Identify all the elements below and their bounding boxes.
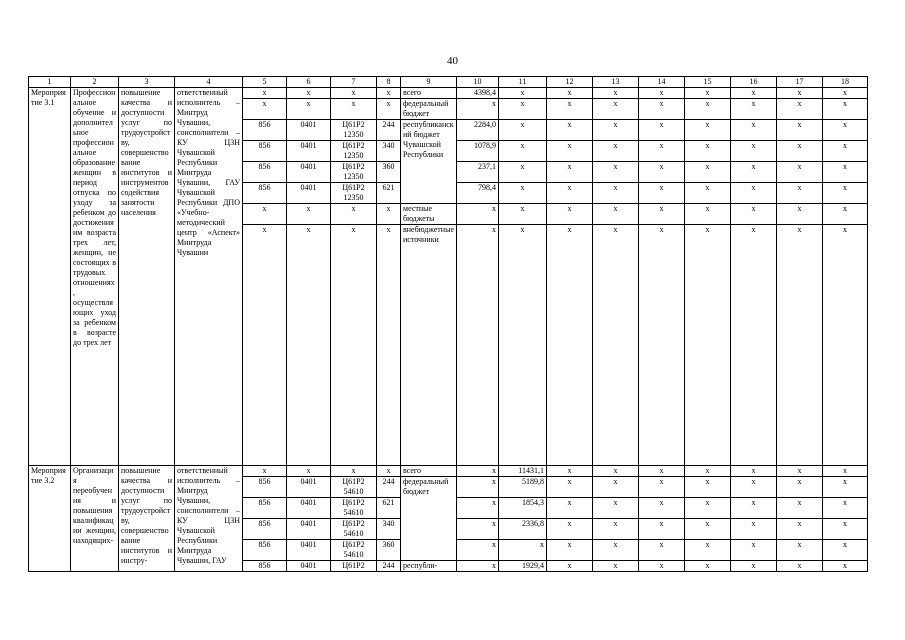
table-cell: x — [777, 466, 823, 477]
table-cell: x — [457, 225, 499, 466]
table-cell: республи- — [401, 561, 457, 572]
table-cell: x — [547, 120, 593, 141]
table-cell: x — [547, 561, 593, 572]
table-cell: x — [243, 225, 287, 466]
table-cell: x — [593, 99, 639, 120]
table-cell: x — [731, 88, 777, 99]
table-cell: 0401 — [287, 120, 331, 141]
table-cell: x — [777, 88, 823, 99]
table-cell: x — [331, 204, 377, 225]
table-cell: x — [499, 162, 547, 183]
table-cell: x — [547, 498, 593, 519]
table-cell: x — [377, 99, 401, 120]
table-cell: 0401 — [287, 561, 331, 572]
table-cell: 2336,8 — [499, 519, 547, 540]
table-cell: x — [639, 498, 685, 519]
table-cell: x — [685, 204, 731, 225]
table-cell: 4398,4 — [457, 88, 499, 99]
table-cell: x — [499, 120, 547, 141]
table-cell: x — [823, 498, 868, 519]
table-cell: x — [777, 183, 823, 204]
table-cell: 244 — [377, 561, 401, 572]
table-cell: x — [499, 141, 547, 162]
table-cell: x — [731, 477, 777, 498]
table-cell: 0401 — [287, 540, 331, 561]
table-cell: x — [377, 88, 401, 99]
table-cell: x — [685, 120, 731, 141]
table-cell: x — [731, 225, 777, 466]
table-cell: ответственный исполнитель – Минтруд Чувашии, соисполнители – КУ ЦЗН Чувашской Республики Минтруда Чувашии, ГАУ — [175, 466, 243, 572]
table-cell: x — [777, 204, 823, 225]
table-cell: x — [547, 519, 593, 540]
table-cell: x — [685, 466, 731, 477]
table-cell: x — [639, 477, 685, 498]
table-cell: x — [685, 162, 731, 183]
table-cell: x — [593, 498, 639, 519]
column-header: 2 — [71, 77, 119, 88]
table-cell: x — [499, 225, 547, 466]
table-cell: x — [499, 99, 547, 120]
table-cell: x — [377, 466, 401, 477]
table-cell: x — [823, 88, 868, 99]
column-header: 11 — [499, 77, 547, 88]
table-cell: 856 — [243, 141, 287, 162]
table-cell: x — [457, 519, 499, 540]
table-cell: всего — [401, 466, 457, 477]
table-cell: x — [731, 540, 777, 561]
table-cell: x — [457, 204, 499, 225]
table-cell: ответственный исполнитель – Минтруд Чувашии, соисполнители – КУ ЦЗН Чувашской Республики Минтруда Чувашии, ГАУ Чувашской Республики ДПО «Учебно-методический центр «Аспект» Минтруда Чувашии — [175, 88, 243, 466]
column-header: 17 — [777, 77, 823, 88]
table-cell: x — [593, 477, 639, 498]
column-header: 4 — [175, 77, 243, 88]
table-cell: x — [731, 498, 777, 519]
table-cell: x — [377, 225, 401, 466]
table-cell: Ц61Р2 12350 — [331, 183, 377, 204]
table-cell: x — [777, 162, 823, 183]
column-header: 8 — [377, 77, 401, 88]
table-cell: x — [287, 466, 331, 477]
budget-table — [28, 76, 868, 572]
table-cell: x — [639, 162, 685, 183]
table-cell: 0401 — [287, 183, 331, 204]
table-cell: x — [547, 225, 593, 466]
table-cell: x — [243, 466, 287, 477]
table-cell: внебюджетные источники — [401, 225, 457, 466]
table-cell: x — [287, 204, 331, 225]
table-cell: x — [731, 204, 777, 225]
table-cell: x — [547, 88, 593, 99]
table-cell: местные бюджеты — [401, 204, 457, 225]
header-row — [29, 77, 868, 88]
table-cell: x — [377, 204, 401, 225]
table-cell: x — [639, 466, 685, 477]
table-cell: 0401 — [287, 141, 331, 162]
table-cell: x — [287, 88, 331, 99]
table-cell: x — [823, 120, 868, 141]
table-cell: 621 — [377, 183, 401, 204]
table-cell: x — [457, 561, 499, 572]
table-cell: 1078,9 — [457, 141, 499, 162]
table-cell: x — [243, 88, 287, 99]
table-cell: x — [547, 183, 593, 204]
table-cell: x — [823, 519, 868, 540]
table-cell: x — [547, 162, 593, 183]
table-cell: x — [639, 561, 685, 572]
table-cell: x — [331, 466, 377, 477]
table-row — [29, 466, 868, 477]
column-header: 15 — [685, 77, 731, 88]
table-cell: x — [547, 477, 593, 498]
table-cell: x — [731, 99, 777, 120]
table-cell: x — [639, 204, 685, 225]
table-cell: x — [243, 204, 287, 225]
table-cell: x — [593, 540, 639, 561]
table-cell: x — [547, 204, 593, 225]
table-cell: Ц61Р2 54610 — [331, 519, 377, 540]
table-cell: x — [777, 477, 823, 498]
table-cell: 798,4 — [457, 183, 499, 204]
table-cell: x — [685, 561, 731, 572]
table-cell: 1929,4 — [499, 561, 547, 572]
table-row — [29, 88, 868, 99]
table-cell: федеральный бюджет — [401, 477, 457, 561]
table-cell: x — [823, 183, 868, 204]
table-cell: x — [287, 225, 331, 466]
table-cell: 856 — [243, 519, 287, 540]
table-cell: x — [823, 540, 868, 561]
column-header: 9 — [401, 77, 457, 88]
table-cell: Ц61Р2 54610 — [331, 477, 377, 498]
column-header: 14 — [639, 77, 685, 88]
table-cell: x — [331, 99, 377, 120]
table-cell: x — [593, 88, 639, 99]
column-header: 13 — [593, 77, 639, 88]
table-cell: x — [243, 99, 287, 120]
table-cell: Организация переобучения и повышения квалификации женщин, находящих- — [71, 466, 119, 572]
table-cell: x — [639, 99, 685, 120]
column-header: 3 — [119, 77, 175, 88]
table-cell: x — [685, 519, 731, 540]
table-cell: x — [499, 88, 547, 99]
column-header: 16 — [731, 77, 777, 88]
table-cell: x — [731, 561, 777, 572]
table-cell: x — [639, 225, 685, 466]
table-cell: 856 — [243, 162, 287, 183]
table-cell: 0401 — [287, 519, 331, 540]
table-cell: x — [731, 120, 777, 141]
column-header: 6 — [287, 77, 331, 88]
table-cell: всего — [401, 88, 457, 99]
table-cell: Ц61Р2 12350 — [331, 141, 377, 162]
column-header: 18 — [823, 77, 868, 88]
table-cell: Ц61Р2 54610 — [331, 540, 377, 561]
table-cell: 856 — [243, 540, 287, 561]
column-header: 12 — [547, 77, 593, 88]
table-cell: 340 — [377, 519, 401, 540]
table-cell: x — [639, 120, 685, 141]
table-cell: x — [639, 183, 685, 204]
table-cell: 2284,0 — [457, 120, 499, 141]
table-cell: 0401 — [287, 477, 331, 498]
table-cell: x — [639, 141, 685, 162]
table-cell: 856 — [243, 120, 287, 141]
table-cell: x — [777, 498, 823, 519]
table-cell: Ц61Р2 12350 — [331, 162, 377, 183]
table-cell: x — [499, 183, 547, 204]
table-cell: 1854,3 — [499, 498, 547, 519]
table-cell: федеральный бюджет — [401, 99, 457, 120]
table-cell: 5189,8 — [499, 477, 547, 498]
table-cell: x — [593, 183, 639, 204]
table-cell: x — [823, 204, 868, 225]
table-cell: 856 — [243, 498, 287, 519]
table-cell: x — [823, 225, 868, 466]
table-cell: 621 — [377, 498, 401, 519]
table-cell: x — [593, 120, 639, 141]
table-cell: x — [731, 519, 777, 540]
table-cell: x — [639, 519, 685, 540]
table-cell: x — [731, 162, 777, 183]
table-cell: x — [731, 141, 777, 162]
table-cell: x — [685, 99, 731, 120]
table-cell: x — [823, 141, 868, 162]
table-cell: x — [593, 519, 639, 540]
table-cell: x — [823, 561, 868, 572]
table-cell: x — [287, 99, 331, 120]
table-cell: 11431,1 — [499, 466, 547, 477]
table-cell: x — [593, 225, 639, 466]
table-cell: x — [777, 561, 823, 572]
table-cell: повышение качества и доступности услуг по трудоустройству, совершенствование институтов и инстру- — [119, 466, 175, 572]
table-cell: x — [547, 466, 593, 477]
table-cell: x — [777, 225, 823, 466]
column-header: 1 — [29, 77, 71, 88]
table-cell: 360 — [377, 540, 401, 561]
table-cell: x — [639, 88, 685, 99]
table-cell: x — [547, 540, 593, 561]
table-cell: x — [593, 162, 639, 183]
table-cell: x — [457, 99, 499, 120]
table-cell: x — [593, 466, 639, 477]
table-cell: x — [593, 561, 639, 572]
table-cell: x — [499, 204, 547, 225]
table-cell: Ц61Р2 — [331, 561, 377, 572]
table-cell: 856 — [243, 183, 287, 204]
table-cell: x — [823, 477, 868, 498]
column-header: 7 — [331, 77, 377, 88]
table-cell: x — [457, 477, 499, 498]
table-cell: x — [731, 466, 777, 477]
table-cell: 856 — [243, 477, 287, 498]
table-cell: x — [547, 99, 593, 120]
table-cell: x — [685, 141, 731, 162]
table-cell: x — [457, 540, 499, 561]
table-cell: x — [685, 540, 731, 561]
column-header: 5 — [243, 77, 287, 88]
table-cell: республиканский бюджет Чувашской Республики — [401, 120, 457, 204]
table-cell: x — [685, 225, 731, 466]
table-cell: x — [685, 498, 731, 519]
table-cell: 340 — [377, 141, 401, 162]
table-cell: Ц61Р2 54610 — [331, 498, 377, 519]
table-cell: x — [331, 88, 377, 99]
table-cell: повышение качества и доступности услуг по трудоустройству, совершенствование институтов и инструментов содействия занятости населения — [119, 88, 175, 466]
table-cell: 237,1 — [457, 162, 499, 183]
table-cell: 856 — [243, 561, 287, 572]
table-cell: x — [457, 498, 499, 519]
table-cell: x — [777, 120, 823, 141]
table-cell: 244 — [377, 120, 401, 141]
table-cell: 0401 — [287, 498, 331, 519]
table-cell: 244 — [377, 477, 401, 498]
table-cell: x — [777, 540, 823, 561]
table-cell: Ц61Р2 12350 — [331, 120, 377, 141]
table-cell: x — [685, 477, 731, 498]
table-cell: x — [685, 88, 731, 99]
table-cell: x — [823, 162, 868, 183]
table-cell: x — [823, 99, 868, 120]
table-cell: x — [685, 183, 731, 204]
table-cell: 0401 — [287, 162, 331, 183]
table-cell: Мероприятие 3.1 — [29, 88, 71, 466]
table-cell: x — [639, 540, 685, 561]
table-cell: x — [777, 99, 823, 120]
table-cell: x — [731, 183, 777, 204]
table-cell: 360 — [377, 162, 401, 183]
table-cell: x — [593, 204, 639, 225]
table-cell: Мероприятие 3.2 — [29, 466, 71, 572]
table-cell: x — [547, 141, 593, 162]
table-cell: x — [777, 141, 823, 162]
table-cell: x — [823, 466, 868, 477]
table-cell: x — [499, 540, 547, 561]
table-cell: x — [777, 519, 823, 540]
table-cell: x — [457, 466, 499, 477]
page-number: 40 — [447, 55, 458, 67]
table-cell: Профессиональное обучение и дополнительное профессиональное образование женщин в период отпуска по уходу за ребенком до достижения им возраста трех лет, женщин, не состоящих в трудовых отношениях, осуществляющих уход за ребенком в возрасте до трех лет — [71, 88, 119, 466]
table-cell: x — [331, 225, 377, 466]
table-cell: x — [593, 141, 639, 162]
column-header: 10 — [457, 77, 499, 88]
